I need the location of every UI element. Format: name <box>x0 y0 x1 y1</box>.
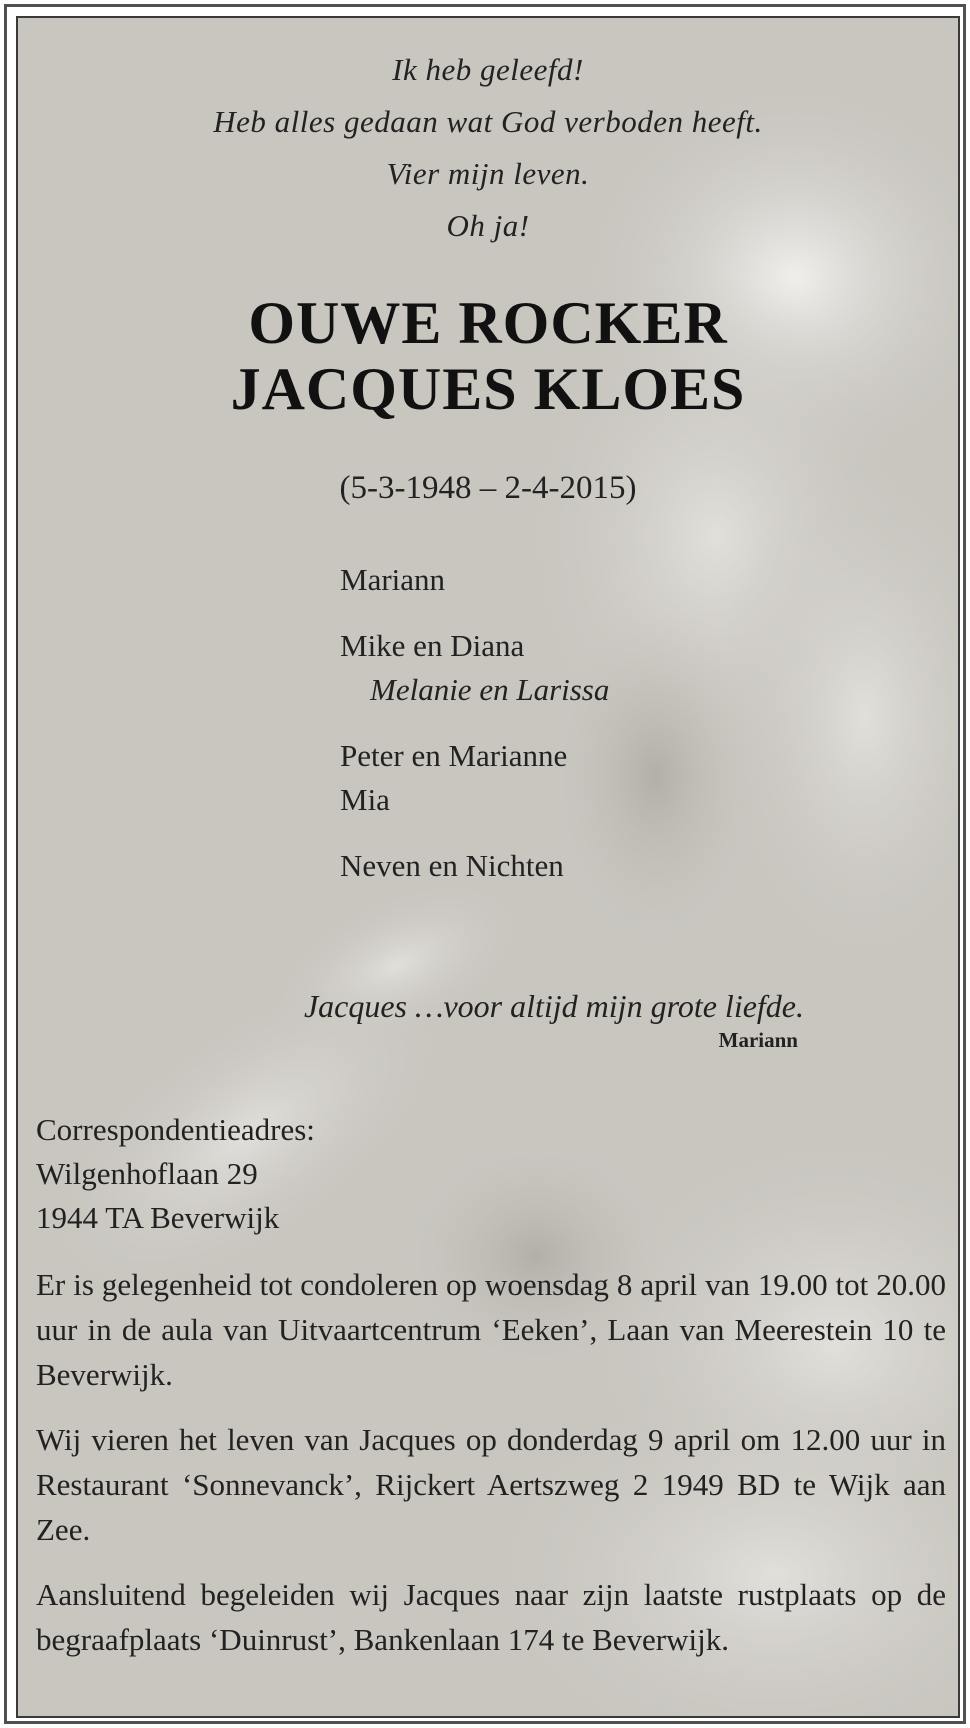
headline-line: OUWE ROCKER <box>248 290 728 356</box>
opening-poem <box>18 44 958 252</box>
condolence-paragraph: Er is gelegenheid tot condoleren op woensdag 8 april van 19.00 tot 20.00 uur in de aula van Uitvaartcentrum ‘Eeken’, Laan van Meerestein 10 te Beverwijk. <box>36 1267 946 1392</box>
deceased-headline <box>18 290 958 422</box>
address-label: Correspondentieadres: <box>36 1112 315 1147</box>
obituary-card <box>16 16 960 1718</box>
family-member: Mia <box>340 782 390 817</box>
arrangements <box>36 1262 946 1682</box>
poem-line: Vier mijn leven. <box>386 156 590 191</box>
family-grandchildren: Melanie en Larissa <box>370 672 610 707</box>
outer-frame <box>4 4 966 1724</box>
celebration-paragraph: Wij vieren het leven van Jacques op donderdag 9 april om 12.00 uur in Restaurant ‘Sonnevanck’, Rijckert Aertszweg 2 1949 BD te Wijk aan Zee. <box>36 1422 946 1547</box>
obituary-content <box>18 18 958 1716</box>
family-member: Neven en Nichten <box>340 848 564 883</box>
family-group <box>340 734 860 822</box>
family-group <box>340 624 860 712</box>
family-member: Mike en Diana <box>340 628 525 663</box>
family-list <box>340 558 860 910</box>
correspondence-address <box>36 1108 936 1240</box>
dedication <box>184 986 804 1054</box>
burial-paragraph: Aansluitend begeleiden wij Jacques naar zijn laatste rustplaats op de begraafplaats ‘Duinrust’, Bankenlaan 174 te Beverwijk. <box>36 1577 946 1657</box>
deceased-name: JACQUES KLOES <box>230 356 746 422</box>
address-street: Wilgenhoflaan 29 <box>36 1156 258 1191</box>
family-member: Peter en Marianne <box>340 738 568 773</box>
dedication-signature: Mariann <box>718 1028 798 1052</box>
dedication-text: Jacques …voor altijd mijn grote liefde. <box>303 988 804 1024</box>
poem-line: Heb alles gedaan wat God verboden heeft. <box>213 104 763 139</box>
address-city: 1944 TA Beverwijk <box>36 1200 280 1235</box>
family-member: Mariann <box>340 562 446 597</box>
family-group <box>340 844 860 888</box>
poem-line: Oh ja! <box>446 208 530 243</box>
poem-line: Ik heb geleefd! <box>392 52 584 87</box>
life-dates: (5-3-1948 – 2-4-2015) <box>339 470 637 506</box>
family-group <box>340 558 860 602</box>
